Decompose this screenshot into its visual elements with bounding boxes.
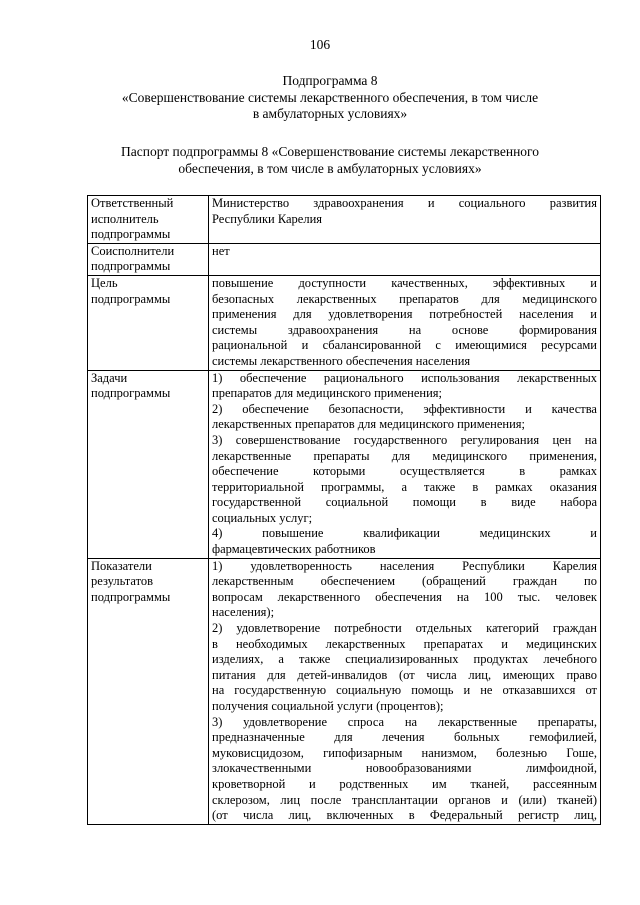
row-value-line: 2) удовлетворение потребности отдельных категорий граждан (212, 621, 597, 636)
row-value-line: питания для детей-инвалидов (от числа лиц, имеющих право (212, 667, 597, 682)
row-value-line: склерозом, лиц после трансплантации органов и (или) тканей) (212, 792, 597, 807)
page-number: 106 (309, 37, 331, 52)
row-value-line: на государственную социальную помощь и не отказавшихся от (212, 683, 597, 698)
row-value-line: системы лекарственного обеспечения населения (212, 353, 471, 368)
row-value-line: муковисцидозом, гипофизарным нанизмом, болезнью Гоше, (212, 745, 597, 760)
row-value-line: предназначенные для лечения больных гемофилией, (212, 730, 597, 745)
row-value-line: препаратов для медицинского применения; (212, 386, 443, 401)
row-value-line: безопасных лекарственных препаратов для медицинского (212, 291, 597, 306)
row-label-line: подпрограммы (91, 227, 171, 242)
row-value-line: злокачественными новообразованиями лимфоидной, (212, 761, 597, 776)
row-value-line: населения); (212, 605, 275, 620)
row-label (88, 558, 209, 824)
row-label-line: Цель (91, 275, 118, 290)
passport-title (80, 144, 580, 177)
row-value-line: изделиях, а также специализированных продуктах лечебного (212, 652, 597, 667)
row-label-line: Соисполнители (91, 243, 175, 258)
passport-row (88, 275, 601, 370)
row-value-line: системы здравоохранения на основе формирования (212, 322, 597, 337)
row-value (209, 275, 601, 370)
row-value-line: получения социальной услуги (процентов); (212, 699, 444, 713)
row-label (88, 370, 209, 558)
row-value-line: применения для удовлетворения потребностей населения и (212, 307, 597, 322)
passport-row (88, 243, 601, 275)
row-label-line: подпрограммы (91, 386, 171, 401)
row-label-line: подпрограммы (91, 291, 171, 306)
row-value-line: 4) повышение квалификации медицинских и (212, 526, 597, 541)
row-label-line: подпрограммы (91, 259, 171, 274)
row-value-line: кроветворной и родственных им тканей, рассеянным (212, 776, 597, 791)
row-value-line: 1) обеспечение рационального использования лекарственных (212, 370, 597, 385)
row-value (209, 196, 601, 244)
row-label-line: подпрограммы (91, 589, 171, 604)
row-label-line: результатов (91, 574, 154, 589)
passport-table (87, 195, 601, 825)
row-label-line: Задачи (91, 370, 128, 385)
row-value-line: 2) обеспечение безопасности, эффективности и качества (212, 401, 597, 416)
passport-title-line-1: Паспорт подпрограммы 8 «Совершенствование системы лекарственного (121, 144, 539, 159)
row-value-line: лекарственным обеспечением (обращений граждан по (212, 574, 597, 589)
row-value-line: Министерство здравоохранения и социального развития (212, 196, 597, 210)
row-value-line: 3) совершенствование государственного регулирования цен на (212, 432, 597, 447)
row-value (209, 370, 601, 558)
heading-line-3: в амбулаторных условиях» (252, 106, 408, 121)
row-value-line: 1) удовлетворенность населения Республики Карелия (212, 558, 597, 573)
row-value-line: лекарственных препаратов для медицинского применения; (212, 417, 526, 432)
row-value-line: вопросам лекарственного обеспечения на 100 тыс. человек (212, 589, 597, 604)
row-label-line: Ответственный (91, 196, 174, 210)
passport-table-body (88, 196, 601, 825)
row-value-line: в необходимых лекарственных препаратах и медицинских (212, 636, 597, 651)
passport-title-line-2: обеспечения, в том числе в амбулаторных условиях» (178, 160, 482, 176)
passport-row (88, 196, 601, 244)
heading-line-1: Подпрограмма 8 (282, 73, 378, 88)
row-value-line: фармацевтических работников (212, 542, 376, 557)
row-label-line: исполнитель (91, 211, 159, 226)
subprogram-heading (80, 73, 580, 123)
row-value-line: 3) удовлетворение спроса на лекарственные препараты, (212, 714, 597, 729)
row-value-line: обеспечение которыми осуществляется в рамках (212, 464, 597, 479)
passport-row (88, 370, 601, 558)
row-label (88, 243, 209, 275)
row-value-line: государственной социальной помощи в виде набора (212, 495, 597, 510)
passport-row (88, 558, 601, 824)
row-value-line: повышение доступности качественных, эффективных и (212, 275, 597, 290)
row-value-line: нет (212, 243, 230, 258)
row-value-line: Республики Карелия (212, 211, 323, 226)
row-label (88, 196, 209, 244)
heading-line-2: «Совершенствование системы лекарственного обеспечения, в том числе (121, 89, 539, 105)
row-value (209, 558, 601, 824)
row-value-line: лекарственные препараты для медицинского применения, (212, 448, 597, 463)
row-value (209, 243, 601, 275)
row-value-line: (от числа лиц, включенных в Федеральный регистр лиц, (212, 808, 597, 823)
row-label-line: Показатели (91, 558, 152, 573)
row-label (88, 275, 209, 370)
row-value-line: рациональной и сбалансированной с имеющимися ресурсами (212, 338, 597, 353)
row-value-line: территориальной программы, а также в рамках оказания (212, 479, 597, 494)
row-value-line: социальных услуг; (212, 510, 313, 525)
